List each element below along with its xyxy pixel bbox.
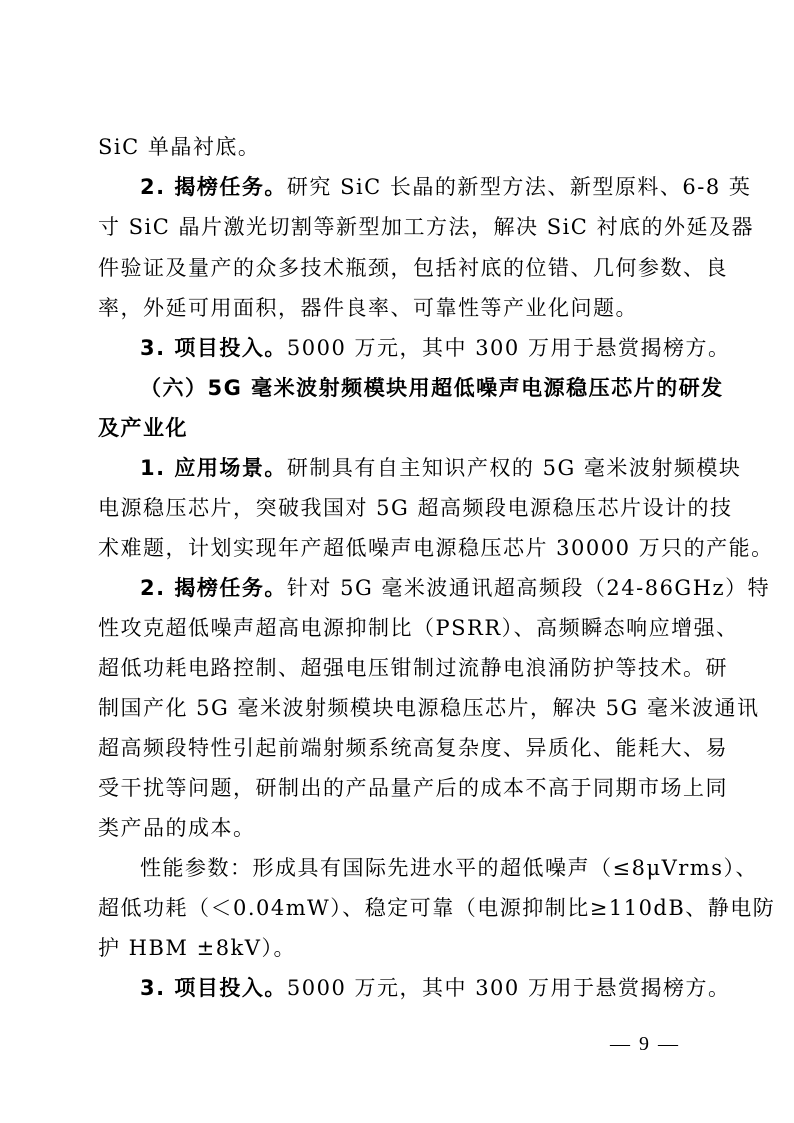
paragraph-line: 3. 项目投入。5000 万元，其中 300 万用于悬赏揭榜方。 [140,976,731,1000]
item-label: 2. 揭榜任务。 [140,175,287,199]
paragraph-line: SiC 单晶衬底。 [98,135,261,159]
paragraph-line: 性能参数：形成具有国际先进水平的超低噪声（≤8μVrms）、 [140,856,758,880]
paragraph-line: 3. 项目投入。5000 万元，其中 300 万用于悬赏揭榜方。 [140,336,731,360]
paragraph-line: 受干扰等问题，研制出的产品量产后的成本不高于同期市场上同 [98,776,728,800]
item-label: 2. 揭榜任务。 [140,576,287,600]
paragraph-line: 类产品的成本。 [98,816,256,840]
page-number: — 9 — [610,1033,680,1055]
paragraph-line: 术难题，计划实现年产超低噪声电源稳压芯片 30000 万只的产能。 [98,536,774,560]
paragraph-line: 超低功耗电路控制、超强电压钳制过流静电浪涌防护等技术。研 [98,656,728,680]
paragraph-line: 寸 SiC 晶片激光切割等新型加工方法，解决 SiC 衬底的外延及器 [98,215,755,239]
section-heading-cont: 及产业化 [98,416,188,440]
paragraph-line: 制国产化 5G 毫米波射频模块电源稳压芯片，解决 5G 毫米波通讯 [98,696,760,720]
item-label: 3. 项目投入。 [140,976,287,1000]
paragraph-line: 护 HBM ±8kV）。 [98,936,296,960]
paragraph-line: 件验证及量产的众多技术瓶颈，包括衬底的位错、几何参数、良 [98,256,728,280]
item-label: 3. 项目投入。 [140,336,287,360]
paragraph-line: 2. 揭榜任务。针对 5G 毫米波通讯超高频段（24-86GHz）特 [140,576,771,600]
paragraph-line: 电源稳压芯片，突破我国对 5G 超高频段电源稳压芯片设计的技 [98,496,733,520]
section-heading: （六）5G 毫米波射频模块用超低噪声电源稳压芯片的研发 [140,376,724,400]
item-label: 1. 应用场景。 [140,456,287,480]
paragraph-line: 率，外延可用面积，器件良率、可靠性等产业化问题。 [98,296,638,320]
paragraph-line: 超高频段特性引起前端射频系统高复杂度、异质化、能耗大、易 [98,736,728,760]
paragraph-line: 性攻克超低噪声超高电源抑制比（PSRR）、高频瞬态响应增强、 [98,616,739,640]
paragraph-line: 2. 揭榜任务。研究 SiC 长晶的新型方法、新型原料、6-8 英 [140,175,752,199]
paragraph-line: 超低功耗（＜0.04mW）、稳定可靠（电源抑制比≥110dB、静电防 [98,896,776,920]
paragraph-line: 1. 应用场景。研制具有自主知识产权的 5G 毫米波射频模块 [140,456,742,480]
